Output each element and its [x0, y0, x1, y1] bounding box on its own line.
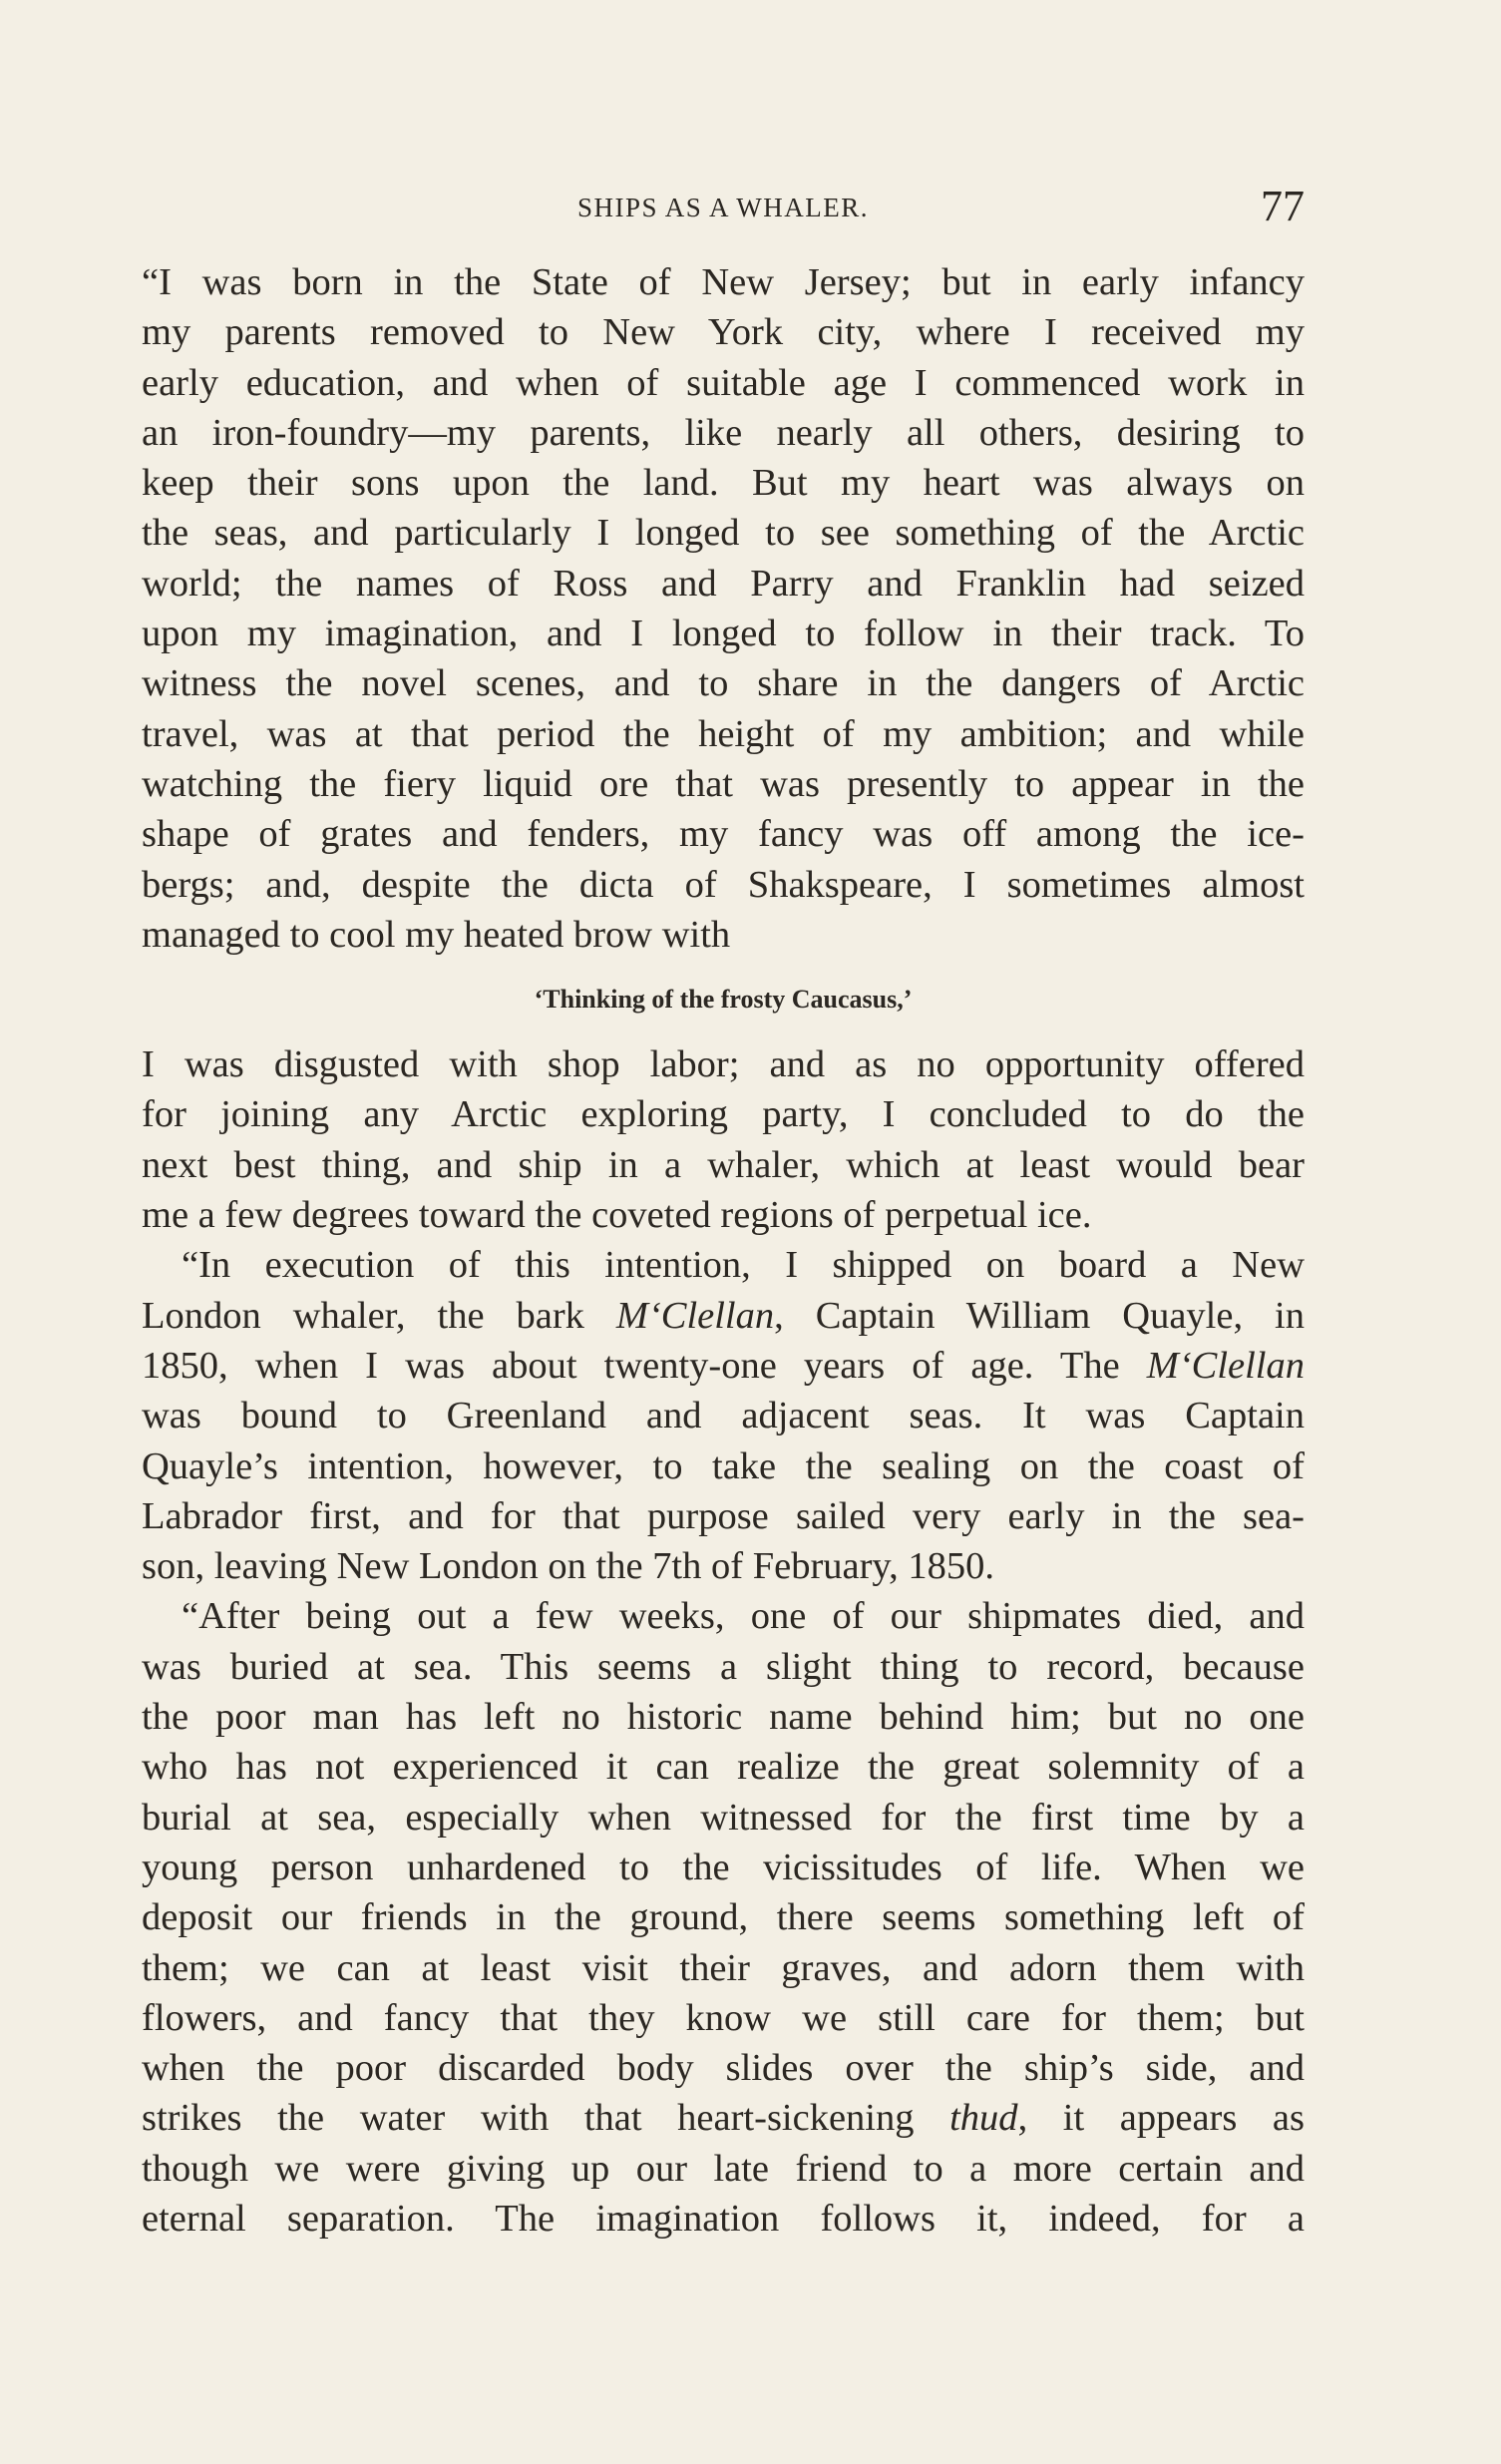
- text-line: was buried at sea. This seems a slight thing to record, because: [142, 1645, 1305, 1688]
- text-line: son, leaving New London on the 7th of February, 1850.: [142, 1545, 995, 1588]
- text-line: who has not experienced it can realize the great solemnity of a: [142, 1746, 1305, 1789]
- text-line: deposit our friends in the ground, there seems something left of: [142, 1896, 1305, 1939]
- body-text: [142, 257, 1305, 2244]
- text-line: shape of grates and fenders, my fancy was off among the ice-: [142, 813, 1305, 856]
- text-line: eternal separation. The imagination follows it, indeed, for a: [142, 2197, 1305, 2240]
- text-line: for joining any Arctic exploring party, I concluded to do the: [142, 1093, 1305, 1136]
- text-line: an iron-foundry—my parents, like nearly all others, desiring to: [142, 411, 1305, 454]
- running-head: SHIPS AS A WHALER.: [576, 193, 870, 222]
- text-line: watching the fiery liquid ore that was presently to appear in the: [142, 762, 1305, 805]
- text-line: I was disgusted with shop labor; and as no opportunity offered: [142, 1043, 1305, 1086]
- text-line: bergs; and, despite the dicta of Shakspeare, I sometimes almost: [142, 863, 1305, 906]
- text-line: them; we can at least visit their graves, and adorn them with: [142, 1946, 1305, 1989]
- text-line: Quayle’s intention, however, to take the sealing on the coast of: [142, 1444, 1305, 1487]
- text-line: early education, and when of suitable age I commenced work in: [142, 361, 1305, 404]
- text-line: next best thing, and ship in a whaler, which at least would bear: [142, 1143, 1305, 1186]
- page-number: 77: [1261, 182, 1305, 230]
- text-line: when the poor discarded body slides over the ship’s side, and: [142, 2047, 1305, 2090]
- epigraph-quote: ‘Thinking of the frosty Caucasus,’: [534, 985, 913, 1015]
- text-line: young person unhardened to the vicissitudes of life. When we: [142, 1846, 1305, 1888]
- text-line: “After being out a few weeks, one of our shipmates died, and: [182, 1595, 1305, 1638]
- text-line: “I was born in the State of New Jersey; but in early infancy: [142, 261, 1305, 303]
- text-line: the poor man has left no historic name behind him; but no one: [142, 1696, 1305, 1739]
- text-line: burial at sea, especially when witnessed for the first time by a: [142, 1796, 1305, 1839]
- text-line: strikes the water with that heart-sickening thud, it appears as: [142, 2097, 1305, 2140]
- text-line: 1850, when I was about twenty-one years of age. The M‘Clellan: [142, 1344, 1305, 1387]
- text-line: keep their sons upon the land. But my heart was always on: [142, 462, 1305, 505]
- text-line: upon my imagination, and I longed to follow in their track. To: [142, 613, 1305, 655]
- text-line: travel, was at that period the height of my ambition; and while: [142, 712, 1305, 755]
- page-header: [142, 181, 1305, 240]
- text-line: was bound to Greenland and adjacent seas. It was Captain: [142, 1395, 1305, 1437]
- text-line: world; the names of Ross and Parry and Franklin had seized: [142, 562, 1305, 605]
- text-line: me a few degrees toward the coveted regions of perpetual ice.: [142, 1194, 1092, 1237]
- text-line: my parents removed to New York city, where I received my: [142, 311, 1305, 354]
- text-line: witness the novel scenes, and to share in the dangers of Arctic: [142, 662, 1305, 705]
- text-line: flowers, and fancy that they know we still care for them; but: [142, 1996, 1305, 2039]
- text-line: Labrador first, and for that purpose sailed very early in the sea-: [142, 1494, 1305, 1537]
- text-line: the seas, and particularly I longed to see something of the Arctic: [142, 512, 1305, 555]
- text-line: London whaler, the bark M‘Clellan, Captain William Quayle, in: [142, 1294, 1305, 1337]
- text-line: though we were giving up our late friend to a more certain and: [142, 2147, 1305, 2190]
- text-line: managed to cool my heated brow with: [142, 913, 731, 956]
- text-line: “In execution of this intention, I shipped on board a New: [182, 1244, 1305, 1287]
